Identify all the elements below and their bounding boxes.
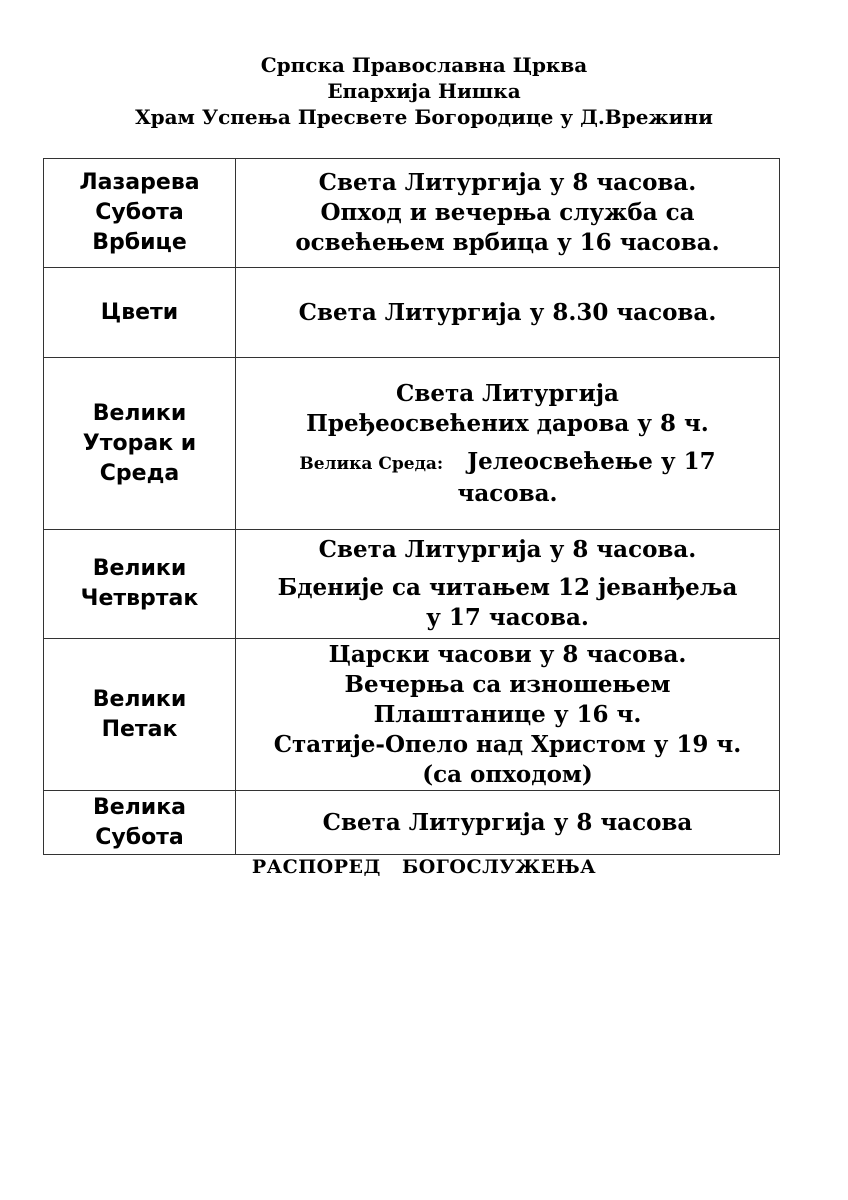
temple-name: Храм Успења Пресвете Богородице у Д.Врежини: [135, 105, 713, 129]
table-row: [44, 358, 780, 530]
service-cell: Царски часови у 8 часова. Вечерња са изношењем Плаштанице у 16 ч. Статије-Опело над Христом у 19 ч. (са опходом): [236, 639, 780, 791]
eparchy-name: Епархија Нишка: [327, 79, 521, 103]
schedule-table: [43, 158, 780, 855]
day-cell: Велика Субота: [44, 791, 236, 855]
table-row: [44, 791, 780, 855]
day-cell: Лазарева Субота Врбице: [44, 159, 236, 268]
note-text: Јелеосвећење у 17: [467, 447, 716, 475]
service-cell: Света Литургија у 8 часова. Опход и вечерња служба са освећењем врбица у 16 часова.: [236, 159, 780, 268]
day-cell: Цвети: [44, 268, 236, 358]
table-row: [44, 159, 780, 268]
note-text-continued: часова.: [457, 479, 558, 507]
service-cell: Света Литургија у 8 часова: [236, 791, 780, 855]
table-row: [44, 639, 780, 791]
service-cell: Света Литургија у 8.30 часова.: [236, 268, 780, 358]
table-row: [44, 530, 780, 639]
day-cell: Велики Четвртак: [44, 530, 236, 639]
day-cell: Велики Петак: [44, 639, 236, 791]
note-label: Велика Среда:: [299, 453, 444, 474]
schedule-title: РАСПОРЕД БОГОСЛУЖЕЊА: [251, 856, 597, 878]
church-name: Српска Православна Црква: [260, 53, 588, 77]
day-cell: Велики Уторак и Среда: [44, 358, 236, 530]
service-cell: Света Литургија у 8 часова. Бденије са читањем 12 јеванђеља у 17 часова.: [236, 530, 780, 639]
document-header: [0, 52, 848, 130]
service-cell: Света Литургија Пређеосвећених дарова у 8 ч. Велика Среда: Јелеосвећење у 17 часова.: [236, 358, 780, 530]
table-row: [44, 268, 780, 358]
